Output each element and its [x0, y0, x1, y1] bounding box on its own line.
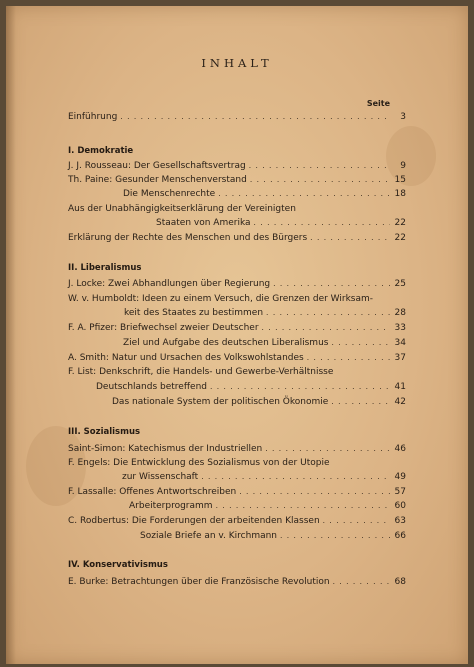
section-heading: II. Liberalismus — [68, 263, 142, 273]
toc-entry — [68, 514, 406, 528]
book-page — [6, 6, 468, 664]
toc-entry — [68, 277, 406, 291]
entry-page: 41 — [394, 382, 406, 392]
toc-entry — [68, 575, 406, 589]
entry-text: Das nationale System der politischen Ökonomie — [112, 397, 329, 407]
section-heading: IV. Konservativismus — [68, 560, 168, 570]
entry-text: J. J. Rousseau: Der Gesellschaftsvertrag — [68, 161, 246, 171]
toc-entry — [68, 321, 406, 335]
toc-entry — [68, 110, 406, 124]
entry-text: Ziel und Aufgabe des deutschen Liberalismus — [123, 338, 329, 348]
entry-text: Die Menschenrechte — [123, 189, 216, 199]
toc-entry — [68, 202, 406, 216]
entry-text: Aus der Unabhängigkeitserklärung der Vereinigten — [68, 204, 296, 214]
toc-entry — [112, 395, 406, 409]
toc-entry — [68, 485, 406, 499]
entry-text: zur Wissenschaft — [122, 472, 199, 482]
entry-page: 15 — [394, 175, 406, 185]
toc-entry — [68, 456, 406, 470]
entry-page: 22 — [394, 233, 406, 243]
entry-text: F. Lassalle: Offenes Antwortschreiben — [68, 487, 237, 497]
toc-entry — [156, 216, 406, 230]
toc-entry — [68, 292, 406, 306]
entry-text: W. v. Humboldt: Ideen zu einem Versuch, die Grenzen der Wirksam- — [68, 294, 373, 304]
toc-entry — [68, 351, 406, 365]
entry-page: 63 — [394, 516, 406, 526]
entry-text: Arbeiterprogramm — [129, 501, 213, 511]
entry-page: 33 — [394, 323, 406, 333]
section-heading: I. Demokratie — [68, 146, 134, 156]
section-heading: III. Sozialismus — [68, 427, 141, 437]
entry-page: 60 — [394, 501, 406, 511]
entry-page: 28 — [394, 308, 406, 318]
entry-page: 34 — [394, 338, 406, 348]
toc-entry — [68, 173, 406, 187]
entry-text: Einführung — [68, 112, 118, 122]
toc-entry — [123, 336, 406, 350]
entry-text: A. Smith: Natur und Ursachen des Volkswohlstandes — [68, 353, 304, 363]
entry-text: Saint-Simon: Katechismus der Industriellen — [68, 444, 263, 454]
entry-text: Th. Paine: Gesunder Menschenverstand — [68, 175, 247, 185]
toc-entry — [68, 159, 406, 173]
entry-text: F. List: Denkschrift, die Handels- und Gewerbe-Verhältnisse — [68, 367, 334, 377]
page-column-label: Seite — [366, 99, 390, 108]
entry-text: C. Rodbertus: Die Forderungen der arbeitenden Klassen — [68, 516, 320, 526]
toc-entry — [124, 306, 406, 320]
entry-text: Soziale Briefe an v. Kirchmann — [140, 531, 278, 541]
entry-page: 25 — [394, 279, 406, 289]
toc-entry — [68, 231, 406, 245]
entry-page: 66 — [394, 531, 406, 541]
toc-entry — [123, 187, 406, 201]
page-title: INHALT — [201, 56, 273, 70]
entry-text: Staaten von Amerika — [156, 218, 251, 228]
entry-text: E. Burke: Betrachtungen über die Französische Revolution — [68, 577, 330, 587]
entry-page: 46 — [394, 444, 406, 454]
entry-text: Deutschlands betreffend — [96, 382, 207, 392]
toc-entry — [122, 470, 406, 484]
toc-entry — [129, 499, 406, 513]
entry-text: J. Locke: Zwei Abhandlungen über Regierung — [68, 279, 271, 289]
entry-page: 9 — [400, 161, 406, 171]
entry-page: 68 — [394, 577, 406, 587]
entry-page: 22 — [394, 218, 406, 228]
entry-page: 57 — [394, 487, 406, 497]
entry-text: F. A. Pfizer: Briefwechsel zweier Deutscher — [68, 323, 259, 333]
toc-entry — [68, 365, 406, 379]
entry-text: F. Engels: Die Entwicklung des Sozialismus von der Utopie — [68, 458, 330, 468]
entry-text: Erklärung der Rechte des Menschen und des Bürgers — [68, 233, 308, 243]
entry-page: 49 — [394, 472, 406, 482]
toc-entry — [140, 529, 406, 543]
entry-page: 3 — [400, 112, 406, 122]
entry-text: keit des Staates zu bestimmen — [124, 308, 264, 318]
entry-page: 18 — [394, 189, 406, 199]
toc-entry — [96, 380, 406, 394]
toc-entry — [68, 442, 406, 456]
entry-page: 42 — [394, 397, 406, 407]
entry-page: 37 — [394, 353, 406, 363]
